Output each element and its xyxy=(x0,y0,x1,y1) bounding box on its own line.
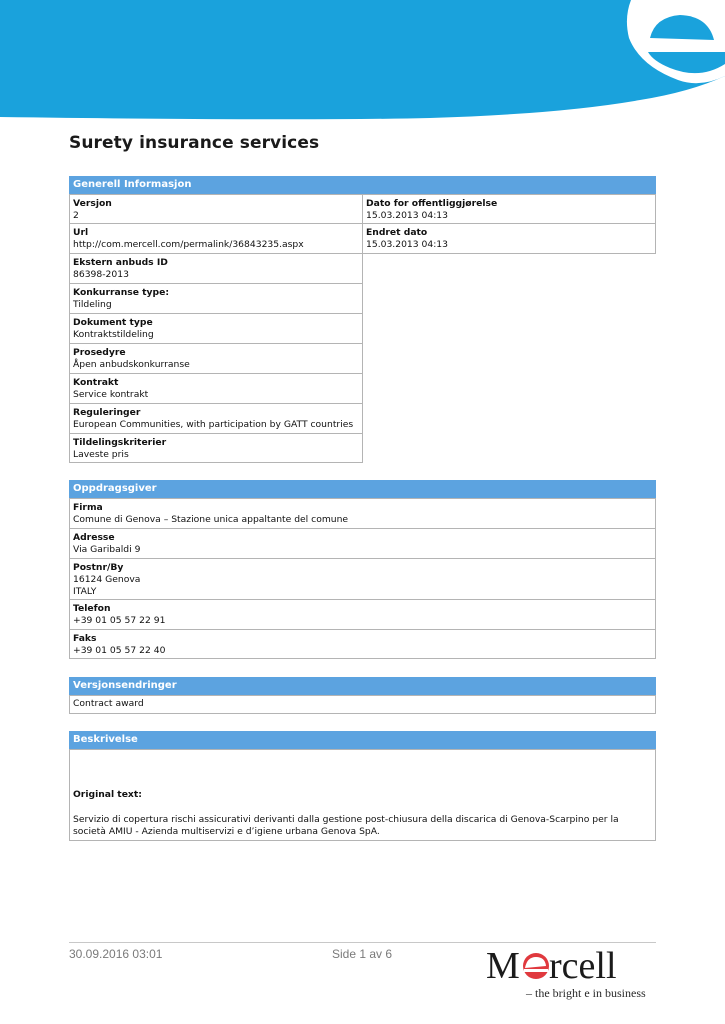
field-address xyxy=(69,528,656,559)
field-label: Url xyxy=(73,227,89,238)
footer-divider xyxy=(69,942,656,943)
field-value: Contract award xyxy=(73,698,144,709)
field-label: Tildelingskriterier xyxy=(73,437,167,448)
version-change-row xyxy=(69,695,656,714)
field-label: Endret dato xyxy=(366,227,428,238)
field-label: Faks xyxy=(73,633,97,644)
field-value: Tildeling xyxy=(73,299,112,310)
field-company xyxy=(69,498,656,529)
field-label: Dokument type xyxy=(73,317,153,328)
field-label: Adresse xyxy=(73,532,115,543)
field-award-criteria xyxy=(69,433,363,463)
field-value: +39 01 05 57 22 40 xyxy=(73,645,166,656)
tagline: – the bright e in business xyxy=(526,986,646,1000)
url-link[interactable]: http://com.mercell.com/permalink/36843235.aspx xyxy=(73,239,304,250)
field-procedure xyxy=(69,343,363,374)
field-value: 16124 Genova xyxy=(73,574,141,585)
field-label: Konkurranse type: xyxy=(73,287,170,298)
field-value: Kontraktstildeling xyxy=(73,329,154,340)
field-value: Via Garibaldi 9 xyxy=(73,544,141,555)
description-text: Servizio di copertura rischi assicurativi derivanti dalla gestione post-chiusura della discarica di Genova-Scarpino per la società AMIU - Azienda multiservizi e d’igiene urbana Genova SpA. xyxy=(73,814,619,837)
general-info-header: Generell Informasjon xyxy=(69,176,656,194)
field-value: +39 01 05 57 22 91 xyxy=(73,615,166,626)
field-label: Postnr/By xyxy=(73,562,124,573)
field-regulations xyxy=(69,403,363,434)
version-changes-header: Versjonsendringer xyxy=(69,677,656,695)
field-document-type xyxy=(69,313,363,344)
field-value: 86398-2013 xyxy=(73,269,129,280)
original-text-label: Original text: xyxy=(73,789,142,800)
field-fax xyxy=(69,629,656,659)
field-value: Åpen anbudskonkurranse xyxy=(73,359,190,370)
field-value: Laveste pris xyxy=(73,449,129,460)
field-phone xyxy=(69,599,656,630)
field-label: Firma xyxy=(73,502,103,513)
page-number: Side 1 av 6 xyxy=(332,947,393,961)
field-value: Comune di Genova – Stazione unica appaltante del comune xyxy=(73,514,349,525)
field-value: European Communities, with participation by GATT countries xyxy=(73,419,354,430)
field-label: Prosedyre xyxy=(73,347,126,358)
svg-text:M: M xyxy=(486,945,520,987)
field-label: Dato for offentliggjørelse xyxy=(366,198,498,209)
field-label: Ekstern anbuds ID xyxy=(73,257,168,268)
field-version xyxy=(69,194,363,224)
field-value-country: ITALY xyxy=(73,586,97,597)
client-header: Oppdragsgiver xyxy=(69,480,656,498)
field-contract xyxy=(69,373,363,404)
field-label: Reguleringer xyxy=(73,407,141,418)
field-url xyxy=(69,223,363,254)
field-label: Versjon xyxy=(73,198,112,209)
field-changed-date xyxy=(362,223,656,254)
svg-text:rcell: rcell xyxy=(549,945,617,987)
field-external-id xyxy=(69,253,363,284)
field-value: Service kontrakt xyxy=(73,389,149,400)
field-publish-date xyxy=(362,194,656,224)
field-competition-type xyxy=(69,283,363,314)
mercell-e-icon xyxy=(523,953,549,979)
page-title: Surety insurance services xyxy=(69,133,320,153)
field-value: 15.03.2013 04:13 xyxy=(366,239,449,250)
header-banner xyxy=(0,0,725,120)
field-value: 15.03.2013 04:13 xyxy=(366,210,449,221)
footer-date: 30.09.2016 03:01 xyxy=(69,947,163,961)
field-postcode-city xyxy=(69,558,656,600)
description-header: Beskrivelse xyxy=(69,731,656,749)
field-label: Kontrakt xyxy=(73,377,119,388)
field-value: 2 xyxy=(73,210,79,221)
field-label: Telefon xyxy=(73,603,111,614)
